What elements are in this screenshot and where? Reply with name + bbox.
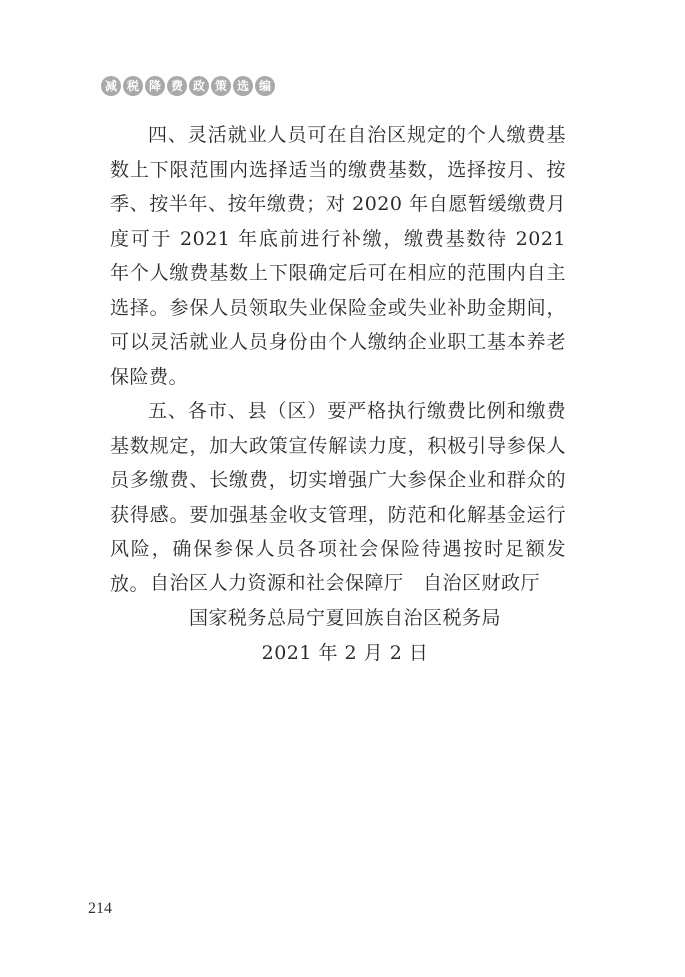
header-char: 税 xyxy=(123,76,143,96)
paragraph-item-4: 四、灵活就业人员可在自治区规定的个人缴费基数上下限范围内选择适当的缴费基数，选择按月、按季、按半年、按年缴费；对 2020 年自愿暂缓缴费月度可于 2021 年底前进行补缴，缴费基数待 2021 年个人缴费基数上下限确定后可在相应的范围内自主选择。参保人员领取失业保险金或失业补助金期间，可以灵活就业人员身份由个人缴纳企业职工基本养老保险费。 xyxy=(110,124,566,388)
page-number: 214 xyxy=(88,900,112,917)
signature-date: 2021 年 2 月 2 日 xyxy=(261,642,429,664)
header-char: 编 xyxy=(255,76,275,96)
header-char: 减 xyxy=(101,76,121,96)
header-char: 策 xyxy=(211,76,231,96)
header-char: 费 xyxy=(167,76,187,96)
paragraph-item-5: 五、各市、县（区）要严格执行缴费比例和缴费基数规定，加大政策宣传解读力度，积极引导参保人员多缴费、长缴费，切实增强广大参保企业和群众的获得感。要加强基金收支管理，防范和化解基金运行风险，确保参保人员各项社会保险待遇按时足额发放。 xyxy=(110,400,566,595)
document-body xyxy=(110,118,566,601)
signature-line-tax-bureau: 国家税务总局宁夏回族自治区税务局 xyxy=(188,607,501,629)
signature-line-issuers: 自治区人力资源和社会保障厅 自治区财政厅 xyxy=(149,572,540,594)
header-char: 选 xyxy=(233,76,253,96)
signature-block xyxy=(100,566,590,671)
running-header xyxy=(101,76,275,96)
header-char: 政 xyxy=(189,76,209,96)
header-char: 降 xyxy=(145,76,165,96)
